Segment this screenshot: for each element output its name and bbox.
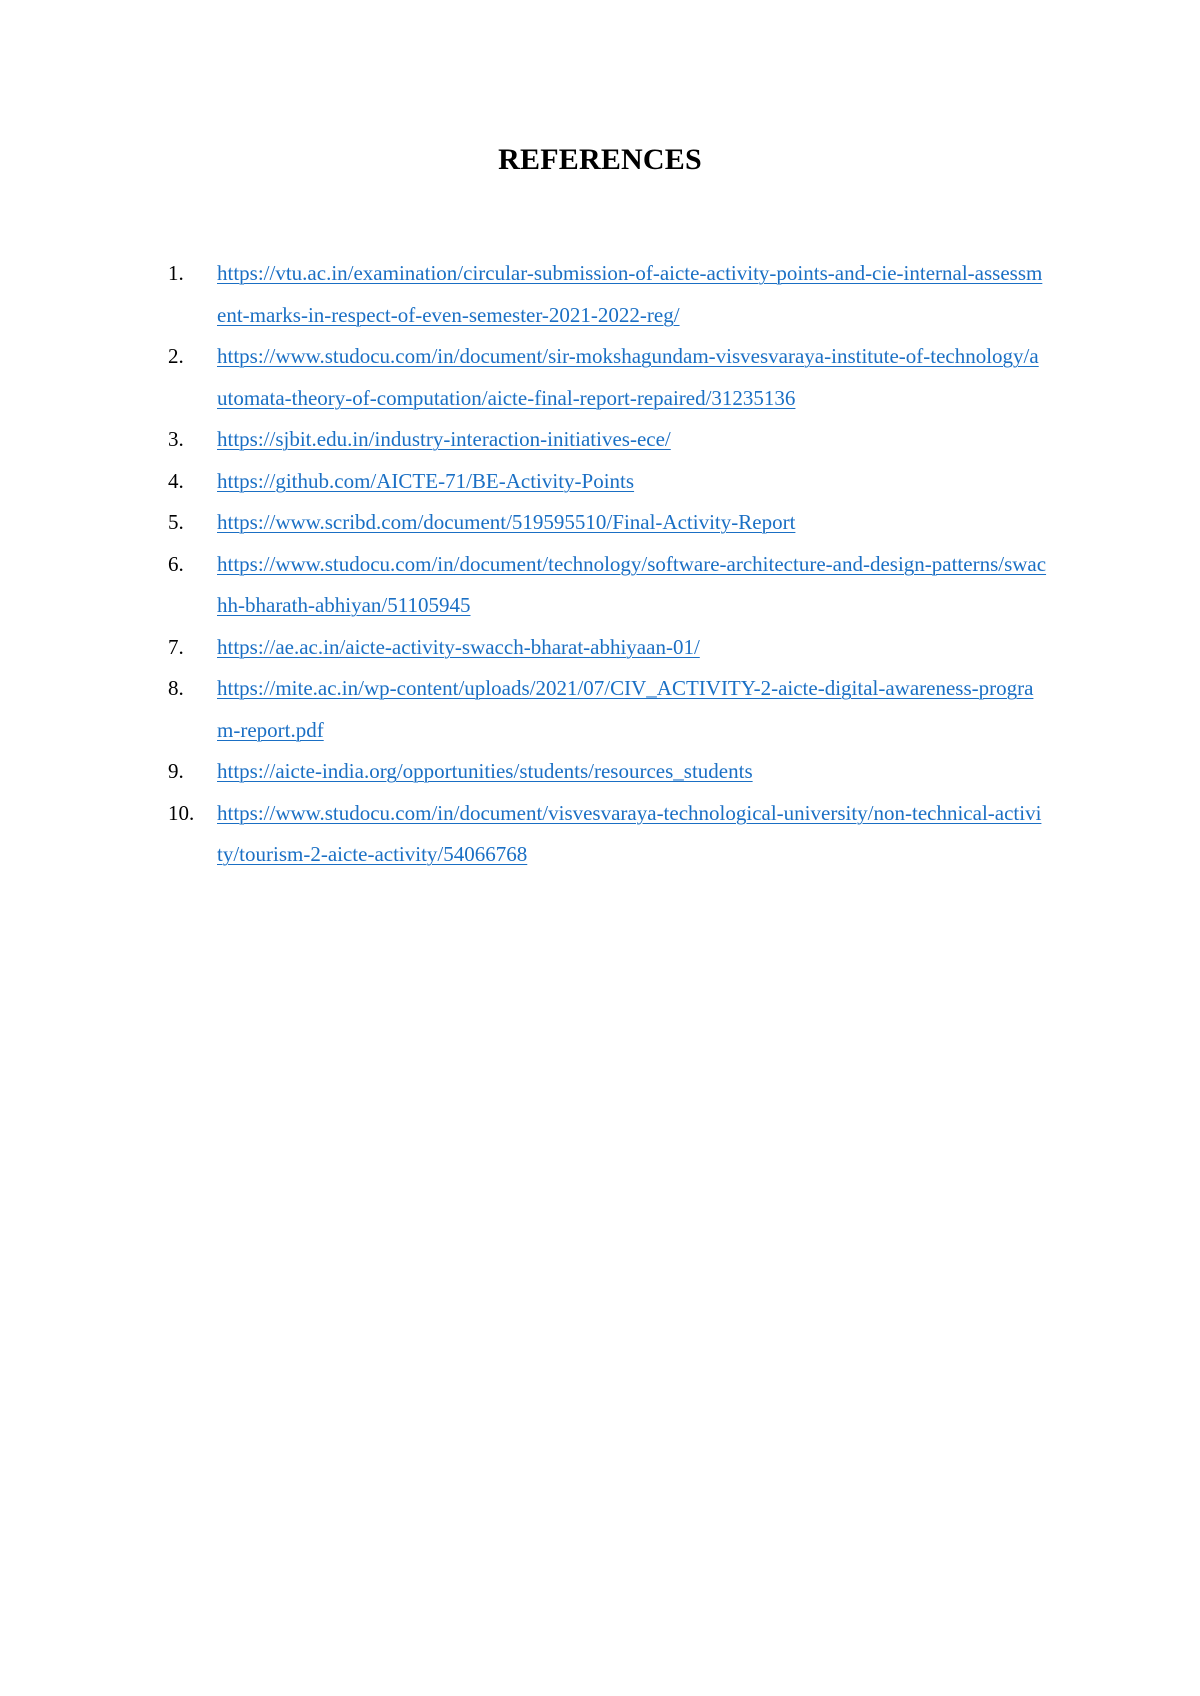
reference-item [0, 502, 1047, 544]
reference-link[interactable]: https://www.studocu.com/in/document/sir-mokshagundam-visvesvaraya-institute-of-technology/automata-theory-of-computation/aicte-final-report-repaired/31235136 [217, 344, 1039, 410]
reference-item [0, 419, 1047, 461]
reference-number: 1. [168, 261, 184, 285]
reference-item [0, 544, 1047, 627]
reference-link[interactable]: https://vtu.ac.in/examination/circular-submission-of-aicte-activity-points-and-cie-internal-assessment-marks-in-respect-of-even-semester-2021-2022-reg/ [217, 261, 1043, 327]
reference-number: 5. [168, 510, 184, 534]
reference-link[interactable]: https://ae.ac.in/aicte-activity-swacch-bharat-abhiyaan-01/ [217, 634, 700, 659]
reference-link[interactable]: https://aicte-india.org/opportunities/students/resources_students [217, 759, 753, 783]
reference-number: 6. [168, 551, 184, 576]
reference-list [0, 253, 1200, 876]
reference-item [0, 627, 1047, 669]
reference-link[interactable]: https://www.scribd.com/document/519595510/Final-Activity-Report [217, 510, 796, 534]
reference-link[interactable]: https://www.studocu.com/in/document/visvesvaraya-technological-university/non-technical-activity/tourism-2-aicte-activity/54066768 [217, 800, 1042, 866]
reference-number: 4. [168, 468, 184, 493]
reference-item [0, 336, 1047, 419]
reference-number: 7. [168, 634, 184, 659]
page-title: REFERENCES [498, 143, 702, 176]
reference-item [0, 253, 1047, 336]
reference-number: 2. [168, 344, 184, 368]
reference-link[interactable]: https://sjbit.edu.in/industry-interaction-initiatives-ece/ [217, 427, 671, 451]
reference-link[interactable]: https://github.com/AICTE-71/BE-Activity-Points [217, 468, 635, 493]
reference-item [0, 461, 1047, 503]
reference-item [0, 751, 1047, 793]
reference-link[interactable]: https://www.studocu.com/in/document/technology/software-architecture-and-design-patterns/swachh-bharath-abhiyan/51105945 [217, 551, 1047, 617]
reference-number: 3. [168, 427, 184, 451]
reference-item [0, 668, 1047, 751]
reference-item [0, 793, 1047, 876]
reference-number: 9. [168, 759, 184, 783]
reference-link[interactable]: https://mite.ac.in/wp-content/uploads/2021/07/CIV_ACTIVITY-2-aicte-digital-awareness-program-report.pdf [217, 676, 1034, 742]
reference-number: 8. [168, 676, 184, 700]
reference-number: 10. [168, 800, 195, 825]
